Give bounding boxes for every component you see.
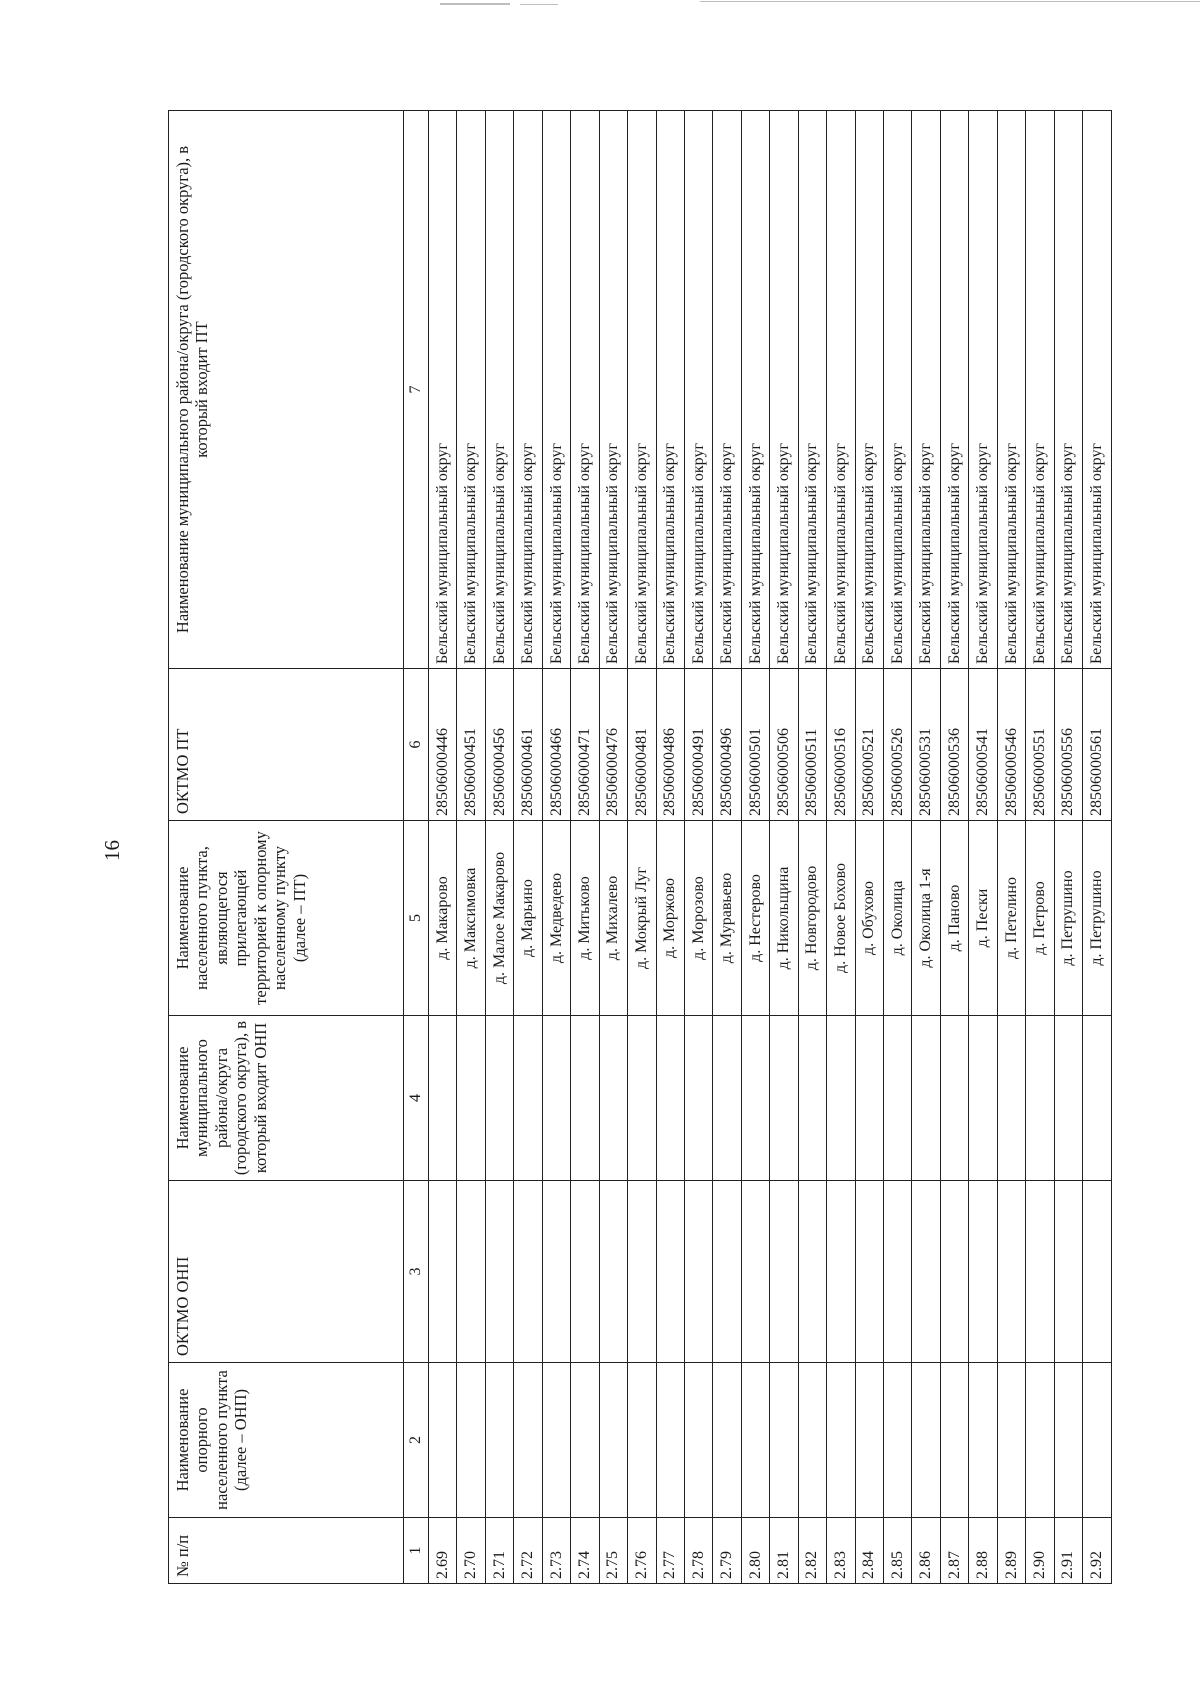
cell-pt-district: Бельский муниципальный округ	[912, 111, 940, 669]
cell-number: 2.75	[599, 1518, 627, 1584]
table-row	[969, 111, 997, 1584]
cell-pt-oktmo: 28506000531	[912, 669, 940, 821]
header-cell: ОКТМО ПТ	[169, 669, 404, 821]
cell-pt-name: д. Петрово	[1026, 821, 1054, 1016]
cell-pt-name: д. Петрушино	[1083, 821, 1111, 1016]
cell-onp-name	[798, 1363, 826, 1518]
cell-pt-name: д. Околица 1-я	[912, 821, 940, 1016]
cell-onp-oktmo	[940, 1181, 968, 1363]
cell-onp-oktmo	[912, 1181, 940, 1363]
cell-pt-district: Бельский муниципальный округ	[599, 111, 627, 669]
table-row	[997, 111, 1025, 1584]
cell-pt-name: д. Марьино	[514, 821, 542, 1016]
cell-pt-district: Бельский муниципальный округ	[457, 111, 485, 669]
table-row	[770, 111, 798, 1584]
column-number: 5	[404, 821, 429, 1016]
cell-number: 2.90	[1026, 1518, 1054, 1584]
column-number: 4	[404, 1016, 429, 1181]
cell-number: 2.87	[940, 1518, 968, 1584]
cell-pt-district: Бельский муниципальный округ	[542, 111, 570, 669]
table-row	[912, 111, 940, 1584]
cell-pt-district: Бельский муниципальный округ	[997, 111, 1025, 669]
cell-pt-oktmo: 28506000526	[884, 669, 912, 821]
cell-onp-oktmo	[656, 1181, 684, 1363]
table-row	[855, 111, 883, 1584]
cell-pt-name: д. Медведево	[542, 821, 570, 1016]
cell-pt-district: Бельский муниципальный округ	[628, 111, 656, 669]
cell-pt-oktmo: 28506000541	[969, 669, 997, 821]
cell-pt-name: д. Околица	[884, 821, 912, 1016]
table-row	[827, 111, 855, 1584]
cell-onp-name	[912, 1363, 940, 1518]
cell-onp-name	[855, 1363, 883, 1518]
cell-onp-oktmo	[997, 1181, 1025, 1363]
header-cell: Наименование муниципального района/округа (городского округа), в который входит ОНП	[169, 1016, 404, 1181]
cell-pt-district: Бельский муниципальный округ	[884, 111, 912, 669]
cell-pt-oktmo: 28506000521	[855, 669, 883, 821]
cell-pt-oktmo: 28506000561	[1083, 669, 1111, 821]
cell-pt-name: д. Муравьево	[713, 821, 741, 1016]
cell-number: 2.71	[485, 1518, 513, 1584]
cell-pt-oktmo: 28506000491	[684, 669, 712, 821]
cell-pt-name: д. Михалево	[599, 821, 627, 1016]
cell-onp-name	[429, 1363, 457, 1518]
header-row	[169, 111, 404, 1584]
cell-onp-oktmo	[571, 1181, 599, 1363]
page-number	[100, 818, 124, 882]
header-cell: ОКТМО ОНП	[169, 1181, 404, 1363]
cell-number: 2.78	[684, 1518, 712, 1584]
table-row	[514, 111, 542, 1584]
cell-number: 2.92	[1083, 1518, 1111, 1584]
cell-pt-district: Бельский муниципальный округ	[741, 111, 769, 669]
cell-number: 2.86	[912, 1518, 940, 1584]
cell-pt-district: Бельский муниципальный округ	[684, 111, 712, 669]
cell-pt-oktmo: 28506000506	[770, 669, 798, 821]
cell-pt-oktmo: 28506000516	[827, 669, 855, 821]
cell-onp-district	[884, 1016, 912, 1181]
cell-number: 2.82	[798, 1518, 826, 1584]
table-row	[1054, 111, 1082, 1584]
cell-pt-oktmo: 28506000556	[1054, 669, 1082, 821]
table-row	[599, 111, 627, 1584]
cell-pt-name: д. Моржово	[656, 821, 684, 1016]
cell-onp-district	[940, 1016, 968, 1181]
cell-number: 2.76	[628, 1518, 656, 1584]
cell-pt-name: д. Пески	[969, 821, 997, 1016]
cell-pt-name: д. Петрушино	[1054, 821, 1082, 1016]
cell-pt-name: д. Новгородово	[798, 821, 826, 1016]
scan-mark	[700, 1, 1200, 2]
cell-pt-name: д. Обухово	[855, 821, 883, 1016]
cell-onp-name	[770, 1363, 798, 1518]
cell-pt-district: Бельский муниципальный округ	[485, 111, 513, 669]
column-number: 3	[404, 1181, 429, 1363]
cell-onp-oktmo	[628, 1181, 656, 1363]
cell-pt-oktmo: 28506000546	[997, 669, 1025, 821]
cell-onp-district	[855, 1016, 883, 1181]
cell-onp-name	[827, 1363, 855, 1518]
cell-onp-district	[542, 1016, 570, 1181]
cell-number: 2.79	[713, 1518, 741, 1584]
cell-onp-oktmo	[514, 1181, 542, 1363]
cell-onp-name	[969, 1363, 997, 1518]
cell-pt-oktmo: 28506000476	[599, 669, 627, 821]
table-row	[628, 111, 656, 1584]
cell-pt-district: Бельский муниципальный округ	[798, 111, 826, 669]
cell-onp-oktmo	[684, 1181, 712, 1363]
cell-onp-name	[884, 1363, 912, 1518]
cell-onp-district	[628, 1016, 656, 1181]
cell-number: 2.72	[514, 1518, 542, 1584]
cell-onp-district	[997, 1016, 1025, 1181]
cell-onp-district	[1026, 1016, 1054, 1181]
cell-pt-district: Бельский муниципальный округ	[514, 111, 542, 669]
table-row	[571, 111, 599, 1584]
cell-onp-district	[713, 1016, 741, 1181]
cell-pt-district: Бельский муниципальный округ	[1083, 111, 1111, 669]
scan-mark	[520, 4, 558, 5]
cell-onp-district	[485, 1016, 513, 1181]
cell-onp-oktmo	[1083, 1181, 1111, 1363]
cell-pt-name: д. Мокрый Луг	[628, 821, 656, 1016]
cell-number: 2.69	[429, 1518, 457, 1584]
scan-mark	[440, 3, 510, 5]
cell-onp-name	[571, 1363, 599, 1518]
cell-onp-oktmo	[1026, 1181, 1054, 1363]
cell-pt-name: д. Паново	[940, 821, 968, 1016]
table-row	[1026, 111, 1054, 1584]
cell-onp-name	[599, 1363, 627, 1518]
cell-onp-name	[1054, 1363, 1082, 1518]
cell-onp-oktmo	[798, 1181, 826, 1363]
cell-number: 2.83	[827, 1518, 855, 1584]
cell-onp-name	[741, 1363, 769, 1518]
cell-pt-oktmo: 28506000481	[628, 669, 656, 821]
cell-onp-oktmo	[1054, 1181, 1082, 1363]
table-row	[798, 111, 826, 1584]
cell-onp-district	[684, 1016, 712, 1181]
header-cell: Наименование населенного пункта, являющегося прилегающей территорией к опорному населенному пункту (далее – ПТ)	[169, 821, 404, 1016]
cell-pt-name: д. Макарово	[429, 821, 457, 1016]
header-cell: № п/п	[169, 1518, 404, 1584]
cell-onp-district	[770, 1016, 798, 1181]
cell-pt-name: д. Петелино	[997, 821, 1025, 1016]
cell-pt-name: д. Митьково	[571, 821, 599, 1016]
cell-pt-name: д. Максимовка	[457, 821, 485, 1016]
cell-pt-district: Бельский муниципальный округ	[770, 111, 798, 669]
cell-pt-district: Бельский муниципальный округ	[1026, 111, 1054, 669]
column-number: 7	[404, 111, 429, 669]
cell-onp-oktmo	[969, 1181, 997, 1363]
cell-number: 2.70	[457, 1518, 485, 1584]
cell-number: 2.85	[884, 1518, 912, 1584]
cell-pt-oktmo: 28506000471	[571, 669, 599, 821]
cell-onp-name	[713, 1363, 741, 1518]
cell-onp-oktmo	[429, 1181, 457, 1363]
cell-onp-district	[457, 1016, 485, 1181]
table-row	[741, 111, 769, 1584]
cell-onp-oktmo	[457, 1181, 485, 1363]
cell-pt-district: Бельский муниципальный округ	[429, 111, 457, 669]
cell-pt-district: Бельский муниципальный округ	[827, 111, 855, 669]
cell-onp-district	[1054, 1016, 1082, 1181]
cell-onp-district	[741, 1016, 769, 1181]
table-row	[542, 111, 570, 1584]
cell-pt-oktmo: 28506000456	[485, 669, 513, 821]
table-row	[684, 111, 712, 1584]
cell-onp-district	[599, 1016, 627, 1181]
cell-number: 2.73	[542, 1518, 570, 1584]
cell-pt-oktmo: 28506000536	[940, 669, 968, 821]
cell-onp-name	[997, 1363, 1025, 1518]
cell-onp-name	[656, 1363, 684, 1518]
cell-onp-oktmo	[827, 1181, 855, 1363]
cell-number: 2.88	[969, 1518, 997, 1584]
table-row	[1083, 111, 1111, 1584]
cell-onp-name	[457, 1363, 485, 1518]
cell-onp-district	[912, 1016, 940, 1181]
cell-number: 2.89	[997, 1518, 1025, 1584]
cell-number: 2.74	[571, 1518, 599, 1584]
cell-pt-oktmo: 28506000451	[457, 669, 485, 821]
cell-pt-name: д. Никольщина	[770, 821, 798, 1016]
cell-pt-district: Бельский муниципальный округ	[1054, 111, 1082, 669]
cell-onp-name	[628, 1363, 656, 1518]
settlements-table	[168, 110, 1112, 1584]
cell-onp-name	[684, 1363, 712, 1518]
column-number: 6	[404, 669, 429, 821]
cell-pt-oktmo: 28506000446	[429, 669, 457, 821]
cell-pt-district: Бельский муниципальный округ	[713, 111, 741, 669]
column-number: 2	[404, 1363, 429, 1518]
cell-onp-oktmo	[855, 1181, 883, 1363]
cell-onp-district	[798, 1016, 826, 1181]
cell-pt-oktmo: 28506000496	[713, 669, 741, 821]
cell-pt-district: Бельский муниципальный округ	[656, 111, 684, 669]
cell-pt-oktmo: 28506000551	[1026, 669, 1054, 821]
cell-onp-oktmo	[485, 1181, 513, 1363]
cell-onp-district	[1083, 1016, 1111, 1181]
cell-onp-district	[827, 1016, 855, 1181]
cell-onp-oktmo	[770, 1181, 798, 1363]
rotated-table-wrapper	[168, 111, 1105, 1584]
cell-pt-oktmo: 28506000501	[741, 669, 769, 821]
cell-onp-oktmo	[599, 1181, 627, 1363]
cell-onp-district	[969, 1016, 997, 1181]
cell-number: 2.81	[770, 1518, 798, 1584]
cell-onp-oktmo	[542, 1181, 570, 1363]
cell-pt-district: Бельский муниципальный округ	[855, 111, 883, 669]
cell-number: 2.84	[855, 1518, 883, 1584]
page-number-text: 16	[99, 839, 124, 861]
header-cell: Наименование опорного населенного пункта (далее – ОНП)	[169, 1363, 404, 1518]
cell-onp-name	[485, 1363, 513, 1518]
cell-pt-oktmo: 28506000466	[542, 669, 570, 821]
table-frame	[168, 111, 1105, 1584]
cell-onp-district	[656, 1016, 684, 1181]
cell-pt-oktmo: 28506000461	[514, 669, 542, 821]
cell-onp-district	[429, 1016, 457, 1181]
cell-onp-name	[1083, 1363, 1111, 1518]
table-row	[884, 111, 912, 1584]
cell-onp-oktmo	[713, 1181, 741, 1363]
table-row	[713, 111, 741, 1584]
cell-onp-oktmo	[741, 1181, 769, 1363]
table-row	[457, 111, 485, 1584]
cell-pt-district: Бельский муниципальный округ	[969, 111, 997, 669]
cell-onp-name	[542, 1363, 570, 1518]
cell-onp-district	[571, 1016, 599, 1181]
cell-onp-name	[514, 1363, 542, 1518]
cell-pt-name: д. Нестерово	[741, 821, 769, 1016]
table-row	[429, 111, 457, 1584]
table-row	[656, 111, 684, 1584]
cell-onp-oktmo	[884, 1181, 912, 1363]
cell-pt-district: Бельский муниципальный округ	[940, 111, 968, 669]
table-row	[485, 111, 513, 1584]
cell-onp-name	[1026, 1363, 1054, 1518]
column-number: 1	[404, 1518, 429, 1584]
cell-pt-name: д. Морозово	[684, 821, 712, 1016]
cell-pt-oktmo: 28506000511	[798, 669, 826, 821]
cell-pt-district: Бельский муниципальный округ	[571, 111, 599, 669]
cell-number: 2.91	[1054, 1518, 1082, 1584]
cell-number: 2.80	[741, 1518, 769, 1584]
header-cell: Наименование муниципального района/округа (городского округа), в который входит ПТ	[169, 111, 404, 669]
cell-pt-oktmo: 28506000486	[656, 669, 684, 821]
table-body	[429, 111, 1112, 1584]
column-number-row	[404, 111, 429, 1584]
cell-number: 2.77	[656, 1518, 684, 1584]
cell-pt-name: д. Новое Бохово	[827, 821, 855, 1016]
cell-pt-name: д. Малое Макарово	[485, 821, 513, 1016]
cell-onp-district	[514, 1016, 542, 1181]
table-row	[940, 111, 968, 1584]
cell-onp-name	[940, 1363, 968, 1518]
